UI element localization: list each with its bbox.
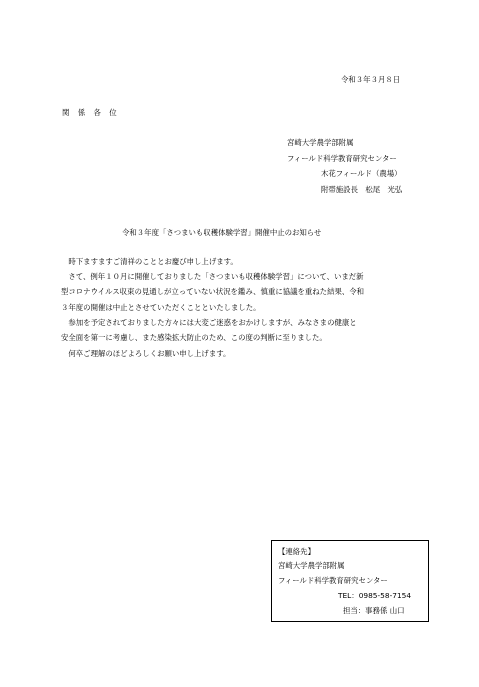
contact-box bbox=[271, 540, 429, 622]
contact-heading: 【連絡先】 bbox=[278, 547, 315, 556]
recipients-line: 関 係 各 位 bbox=[62, 108, 120, 117]
body-line: 安全面を第一に考慮し、また感染拡大防止のため、この度の判断に至りました。 bbox=[61, 333, 327, 342]
body-line: さて、例年１０月に開催しておりました「さつまいも収穫体験学習」について、いまだ新 bbox=[61, 272, 364, 281]
sender-center: フィールド科学教育研究センター bbox=[287, 154, 397, 163]
body-line: ３年度の開催は中止とさせていただくことといたしました。 bbox=[61, 303, 261, 312]
sender-field: 木花フィールド（農場） bbox=[321, 169, 402, 178]
contact-phone: TEL：0985-58-7154 bbox=[338, 591, 412, 600]
body-line: 時下ますますご清祥のこととお慶び申し上げます。 bbox=[61, 257, 238, 266]
body-line: 参加を予定されておりました方々には大変ご迷惑をおかけしますが、みなさまの健康と bbox=[61, 318, 357, 327]
document-date: 令和３年３月８日 bbox=[341, 75, 401, 84]
body-line: 型コロナウイルス収束の見通しが立っていない状況を鑑み、慎重に協議を重ねた結果、令和 bbox=[61, 287, 365, 296]
sender-name: 附帯施設長 松尾 光弘 bbox=[321, 185, 403, 194]
contact-organization: 宮崎大学農学部附属 bbox=[278, 561, 345, 570]
sender-organization: 宮崎大学農学部附属 bbox=[287, 138, 354, 147]
contact-person: 担当：事務係 山口 bbox=[343, 606, 405, 615]
notice-title: 令和３年度「さつまいも収穫体験学習」開催中止のお知らせ bbox=[122, 228, 322, 237]
body-line: 何卒ご理解のほどよろしくお願い申し上げます。 bbox=[61, 349, 231, 358]
contact-center: フィールド科学教育研究センター bbox=[278, 576, 388, 585]
